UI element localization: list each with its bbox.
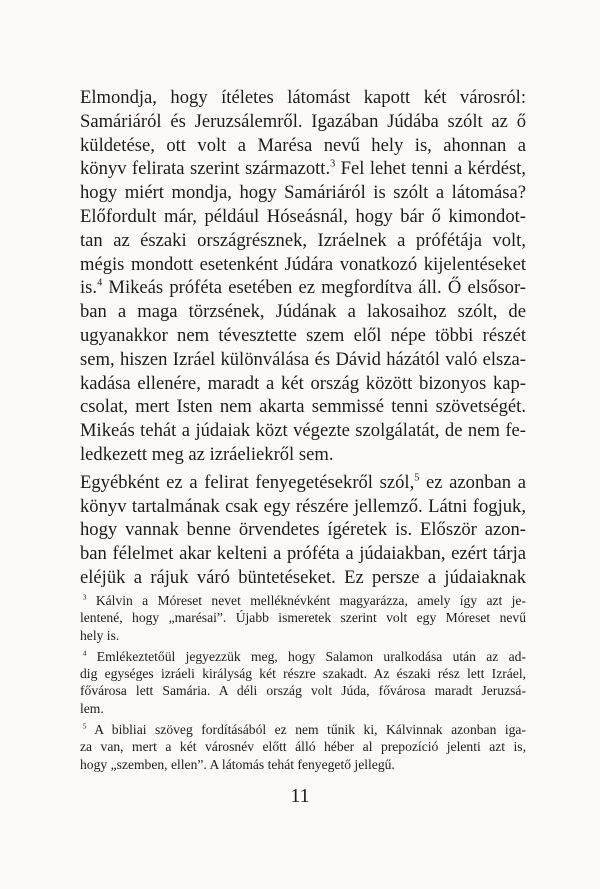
footnote-line: fővárosa lett Samária. A déli ország volt Júda, fővárosa maradt Jeruzsá-: [80, 683, 526, 699]
text-line: ledkezett meg az izráeliekről sem.: [80, 443, 334, 465]
footnote-line: $^4$ Emlékeztetőül jegyezzük meg, hogy Salamon uralkodása után az ad-: [82, 648, 526, 664]
footnotes: [80, 592, 526, 773]
footnote-line: lem.: [80, 700, 104, 716]
text-line: sem, hiszen Izráel különválása és Dávid házától való elsza-: [80, 348, 526, 370]
main-text: [80, 86, 526, 590]
text-line: könyv felirata szerint származott.$^3$ Fel lehet tenni a kérdést,: [80, 158, 526, 180]
text-line: tan az északi országrésznek, Izráelnek a prófétája volt,: [80, 229, 526, 251]
text-line: ban félelmet akar kelteni a próféta a júdaiakban, ezért tárja: [80, 543, 526, 565]
footnote-line: lentené, hogy „marésai”. Újabb ismeretek szerint volt egy Móreset nevű: [80, 610, 526, 626]
text-line: hogy miért mondja, hogy Samáriáról is szólt a látomása?: [80, 182, 526, 204]
footnote-number: 4: [82, 648, 87, 658]
footnote-number: 5: [82, 721, 87, 731]
page-number: 11: [290, 785, 310, 807]
text-line: könyv tartalmának csak egy részére jellemző. Látni fogjuk,: [80, 495, 526, 517]
footnote-line: $^3$ Kálvin a Móreset nevet melléknévként magyarázza, amely így azt je-: [82, 592, 526, 608]
text-line: kadása ellenére, maradt a két ország között bizonyos kap-: [80, 372, 526, 394]
text-line: Egyébként ez a felirat fenyegetésekről szól,$^5$ ez azonban a: [80, 471, 527, 493]
text-line: Elmondja, hogy ítéletes látomást kapott két városról:: [80, 87, 526, 108]
footnote-line: hogy „szemben, ellen”. A látomás tehát fenyegető jellegű.: [80, 756, 395, 772]
text-line: is.$^4$ Mikeás próféta esetében ez megfordítva áll. Ő elsősor-: [80, 277, 526, 299]
footnote: [80, 648, 526, 717]
text-line: mégis mondott esetenként Júdára vonatkozó kijelentéseket: [80, 253, 526, 275]
footnote-line: za van, mert a két városnév előtt álló héber al prepozíció jelenti azt is,: [80, 739, 526, 755]
footnote: [80, 592, 526, 644]
footnote: [80, 721, 526, 773]
text-line: eléjük a rájuk váró büntetéseket. Ez persze a júdaiaknak: [80, 566, 526, 588]
text-line: hogy vannak benne örvendetes ígéretek is. Először azon-: [80, 519, 526, 541]
footnote-line: dig egységes izráeli királyság két részre szakadt. Az északi rész lett Izráel,: [80, 666, 526, 682]
text-line: küldetése, ott volt a Marésa nevű hely is, ahonnan a: [80, 134, 526, 156]
paragraph: [80, 471, 526, 590]
text-line: csolat, mert Isten nem akarta semmissé tenni szövetségét.: [80, 396, 526, 418]
footnote-ref: 5: [414, 472, 420, 484]
paragraph: [80, 86, 526, 467]
footnote-number: 3: [82, 592, 87, 602]
footnote-line: hely is.: [80, 627, 120, 643]
text-line: ugyanakkor nem tévesztette szem elől népe többi részét: [80, 324, 526, 346]
text-line: Samáriáról és Jeruzsálemről. Igazában Júdába szólt az ő: [80, 110, 526, 132]
text-line: Mikeás tehát a júdaiak közt végezte szolgálatát, de nem fe-: [80, 420, 526, 442]
text-line: ban a maga törzsének, Júdának a lakosaihoz szólt, de: [80, 301, 526, 323]
footnote-ref: 4: [97, 277, 103, 289]
footnote-line: $^5$ A bibliai szöveg fordításából ez nem tűnik ki, Kálvinnak azonban iga-: [82, 721, 526, 738]
text-line: Előfordult már, például Hóseásnál, hogy bár ő kimondot-: [80, 205, 526, 227]
footnote-ref: 3: [330, 158, 336, 170]
